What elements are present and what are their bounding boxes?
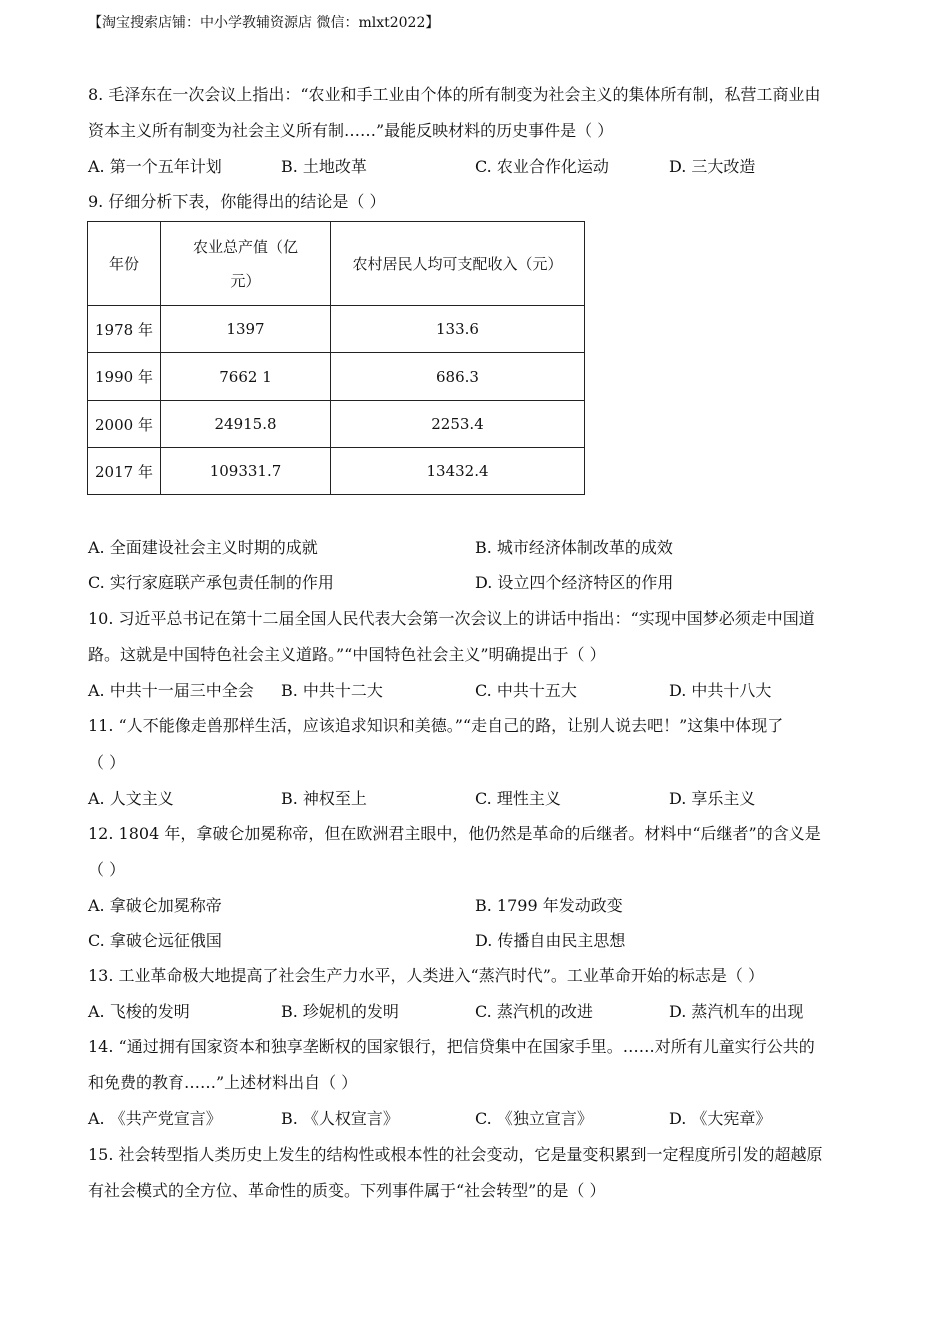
q8-option-b: B. 土地改革: [281, 157, 367, 176]
table-header-agri-output-line2: 元）: [230, 271, 261, 290]
table-cell-year: 1978 年: [88, 306, 161, 353]
q10-option-c: C. 中共十五大: [475, 681, 577, 700]
q14-option-c: C. 《独立宣言》: [475, 1109, 593, 1128]
q9-option-d: D. 设立四个经济特区的作用: [475, 573, 674, 592]
q12-option-b: B. 1799 年发动政变: [475, 896, 623, 915]
table-header-agri-output-line1: 农业总产值（亿: [192, 237, 298, 256]
q12-stem-line2: （ ）: [88, 860, 126, 879]
q12-stem-line1: 12. 1804 年，拿破仑加冕称帝，但在欧洲君主眼中，他仍然是革命的后继者。材料中“后继者”的含义是: [88, 824, 821, 843]
q15-stem-line1: 15. 社会转型指人类历史上发生的结构性或根本性的社会变动，它是量变积累到一定程度所引发的超越原: [88, 1145, 823, 1164]
q9-option-a: A. 全面建设社会主义时期的成就: [88, 538, 318, 557]
q12-option-d: D. 传播自由民主思想: [475, 931, 626, 950]
q11-option-b: B. 神权至上: [281, 789, 367, 808]
q11-option-d: D. 享乐主义: [669, 789, 756, 808]
q8-stem-line2: 资本主义所有制变为社会主义所有制……”最能反映材料的历史事件是（ ）: [88, 121, 614, 140]
table-cell-income: 133.6: [331, 306, 585, 353]
table-row: [88, 448, 585, 495]
page-header: 【淘宝搜索店铺：中小学教辅资源店 微信：mlxt2022】: [88, 15, 440, 31]
q8-option-a: A. 第一个五年计划: [88, 157, 222, 176]
table-cell-output: 7662 1: [161, 353, 331, 401]
q13-option-d: D. 蒸汽机车的出现: [669, 1002, 804, 1021]
table-header-agri-output: [161, 222, 331, 306]
table-cell-year: 1990 年: [88, 353, 161, 401]
table-cell-output: 109331.7: [161, 448, 331, 495]
q13-option-a: A. 飞梭的发明: [88, 1002, 190, 1021]
q9-stem: 9. 仔细分析下表，你能得出的结论是（ ）: [88, 192, 386, 211]
q10-option-a: A. 中共十一届三中全会: [88, 681, 254, 700]
table-row: [88, 306, 585, 353]
q11-option-a: A. 人文主义: [88, 789, 174, 808]
q14-option-a: A. 《共产党宣言》: [88, 1109, 222, 1128]
table-row: [88, 401, 585, 448]
q13-option-b: B. 珍妮机的发明: [281, 1002, 399, 1021]
table-cell-income: 686.3: [331, 353, 585, 401]
q11-stem-line1: 11. “人不能像走兽那样生活，应该追求知识和美德。”“走自己的路，让别人说去吧！”这集中体现了: [88, 716, 784, 735]
q14-option-d: D. 《大宪章》: [669, 1109, 772, 1128]
q10-option-b: B. 中共十二大: [281, 681, 383, 700]
q8-option-c: C. 农业合作化运动: [475, 157, 609, 176]
q15-stem-line2: 有社会模式的全方位、革命性的质变。下列事件属于“社会转型”的是（ ）: [88, 1181, 606, 1200]
q13-option-c: C. 蒸汽机的改进: [475, 1002, 593, 1021]
table-row: [88, 353, 585, 401]
table-cell-output: 1397: [161, 306, 331, 353]
q8-stem-line1: 8. 毛泽东在一次会议上指出：“农业和手工业由个体的所有制变为社会主义的集体所有制，私营工商业由: [88, 85, 821, 104]
q12-option-c: C. 拿破仑远征俄国: [88, 931, 222, 950]
q11-stem-line2: （ ）: [88, 753, 126, 772]
table-header-rural-income: 农村居民人均可支配收入（元）: [331, 222, 585, 306]
q12-option-a: A. 拿破仑加冕称帝: [88, 896, 222, 915]
q10-stem-line2: 路。这就是中国特色社会主义道路。”“中国特色社会主义”明确提出于（ ）: [88, 645, 606, 664]
q9-option-b: B. 城市经济体制改革的成效: [475, 538, 673, 557]
q14-stem-line2: 和免费的教育……”上述材料出自（ ）: [88, 1073, 358, 1092]
q14-stem-line1: 14. “通过拥有国家资本和独享垄断权的国家银行，把信贷集中在国家手里。……对所有儿童实行公共的: [88, 1037, 815, 1056]
q9-data-table: [87, 221, 585, 495]
q14-option-b: B. 《人权宣言》: [281, 1109, 399, 1128]
table-cell-year: 2017 年: [88, 448, 161, 495]
table-header-year: 年份: [88, 222, 161, 306]
q13-stem: 13. 工业革命极大地提高了社会生产力水平，人类进入“蒸汽时代”。工业革命开始的标志是（ ）: [88, 966, 764, 985]
table-cell-year: 2000 年: [88, 401, 161, 448]
table-cell-income: 2253.4: [331, 401, 585, 448]
table-cell-output: 24915.8: [161, 401, 331, 448]
q10-option-d: D. 中共十八大: [669, 681, 772, 700]
q11-option-c: C. 理性主义: [475, 789, 561, 808]
table-cell-income: 13432.4: [331, 448, 585, 495]
q8-option-d: D. 三大改造: [669, 157, 756, 176]
q10-stem-line1: 10. 习近平总书记在第十二届全国人民代表大会第一次会议上的讲话中指出：“实现中国梦必须走中国道: [88, 609, 815, 628]
q9-option-c: C. 实行家庭联产承包责任制的作用: [88, 573, 334, 592]
